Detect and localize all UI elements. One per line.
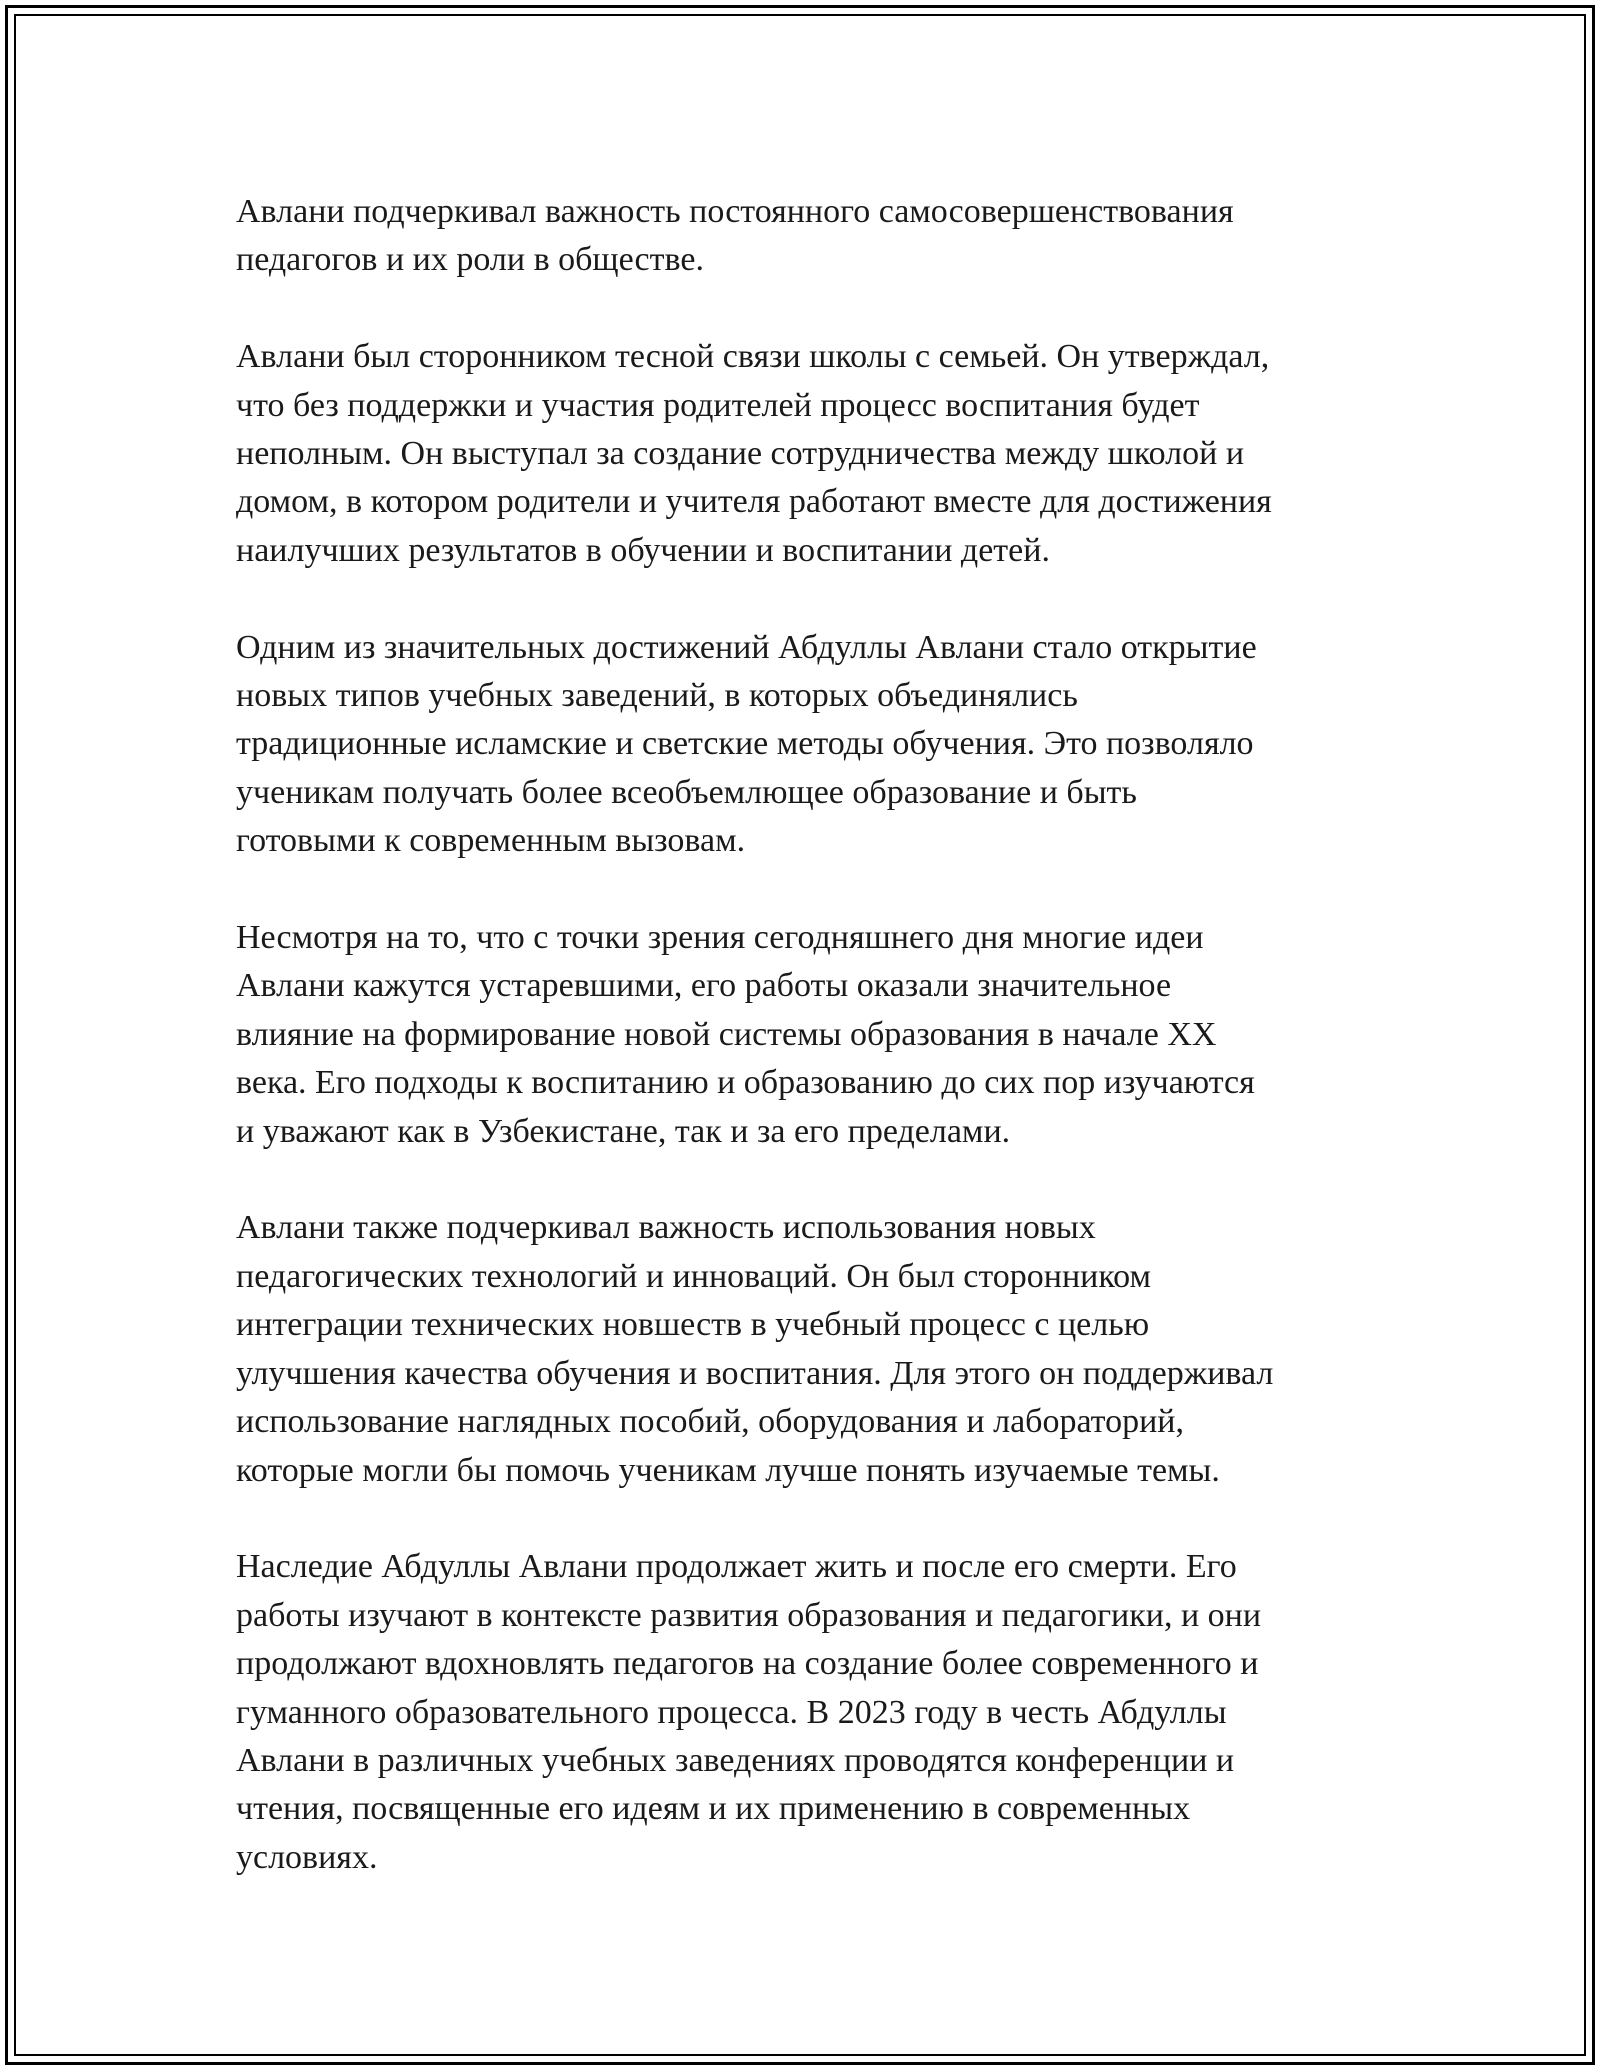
paragraph-4	[236, 914, 1376, 1156]
paragraph-6	[236, 1543, 1376, 1882]
text-line: гуманного образовательного процесса. В 2023 году в честь Абдуллы	[236, 1693, 1227, 1731]
text-line: Авлани кажутся устаревшими, его работы оказали значительное	[236, 967, 1172, 1005]
text-line: Авлани подчеркивал важность постоянного самосовершенствования	[236, 193, 1234, 230]
text-line: ученикам получать более всеобъемлющее образование и быть	[236, 773, 1137, 811]
text-line: влияние на формирование новой системы образования в начале XX	[236, 1015, 1217, 1053]
text-line: домом, в котором родители и учителя работают вместе для достижения	[236, 483, 1272, 521]
text-line: новых типов учебных заведений, в которых объединялись	[236, 677, 1078, 715]
text-line: улучшения качества обучения и воспитания. Для этого он поддерживал	[236, 1354, 1274, 1392]
text-line: Авлани был сторонником тесной связи школы с семьей. Он утверждал,	[236, 338, 1270, 376]
paragraph-3	[236, 624, 1376, 866]
text-line: интеграции технических новшеств в учебный процесс с целью	[236, 1306, 1150, 1344]
text-line: работы изучают в контексте развития образования и педагогики, и они	[236, 1596, 1262, 1634]
paragraph-5	[236, 1204, 1376, 1494]
text-line: педагогических технологий и инноваций. Он был сторонником	[236, 1257, 1152, 1295]
text-line: что без поддержки и участия родителей процесс воспитания будет	[236, 386, 1200, 424]
text-line: века. Его подходы к воспитанию и образованию до сих пор изучаются	[236, 1064, 1255, 1102]
text-line: Одним из значительных достижений Абдуллы Авлани стало открытие	[236, 628, 1257, 666]
text-line: условиях.	[236, 1838, 378, 1876]
text-line: традиционные исламские и светские методы обучения. Это позволяло	[236, 725, 1254, 763]
text-line: Наследие Абдуллы Авлани продолжает жить и после его смерти. Его	[236, 1548, 1237, 1586]
text-line: чтения, посвященные его идеям и их применению в современных	[236, 1790, 1191, 1828]
text-line: и уважают как в Узбекистане, так и за его пределами.	[236, 1112, 1011, 1150]
text-line: продолжают вдохновлять педагогов на создание более современного и	[236, 1645, 1259, 1683]
text-line: использование наглядных пособий, оборудования и лабораторий,	[236, 1403, 1184, 1441]
text-line: Авлани также подчеркивал важность использования новых	[236, 1209, 1096, 1247]
paragraph-1	[236, 188, 1376, 285]
text-line: Несмотря на то, что с точки зрения сегодняшнего дня многие идеи	[236, 919, 1204, 957]
text-line: готовыми к современным вызовам.	[236, 822, 746, 860]
paragraph-2	[236, 333, 1376, 575]
text-line: которые могли бы помочь ученикам лучше понять изучаемые темы.	[236, 1451, 1220, 1489]
text-line: наилучших результатов в обучении и воспитании детей.	[236, 531, 1050, 569]
text-line: Авлани в различных учебных заведениях проводятся конференции и	[236, 1741, 1235, 1779]
document-body	[236, 188, 1376, 1882]
text-line: педагогов и их роли в обществе.	[236, 241, 704, 279]
text-line: неполным. Он выступал за создание сотрудничества между школой и	[236, 435, 1245, 473]
